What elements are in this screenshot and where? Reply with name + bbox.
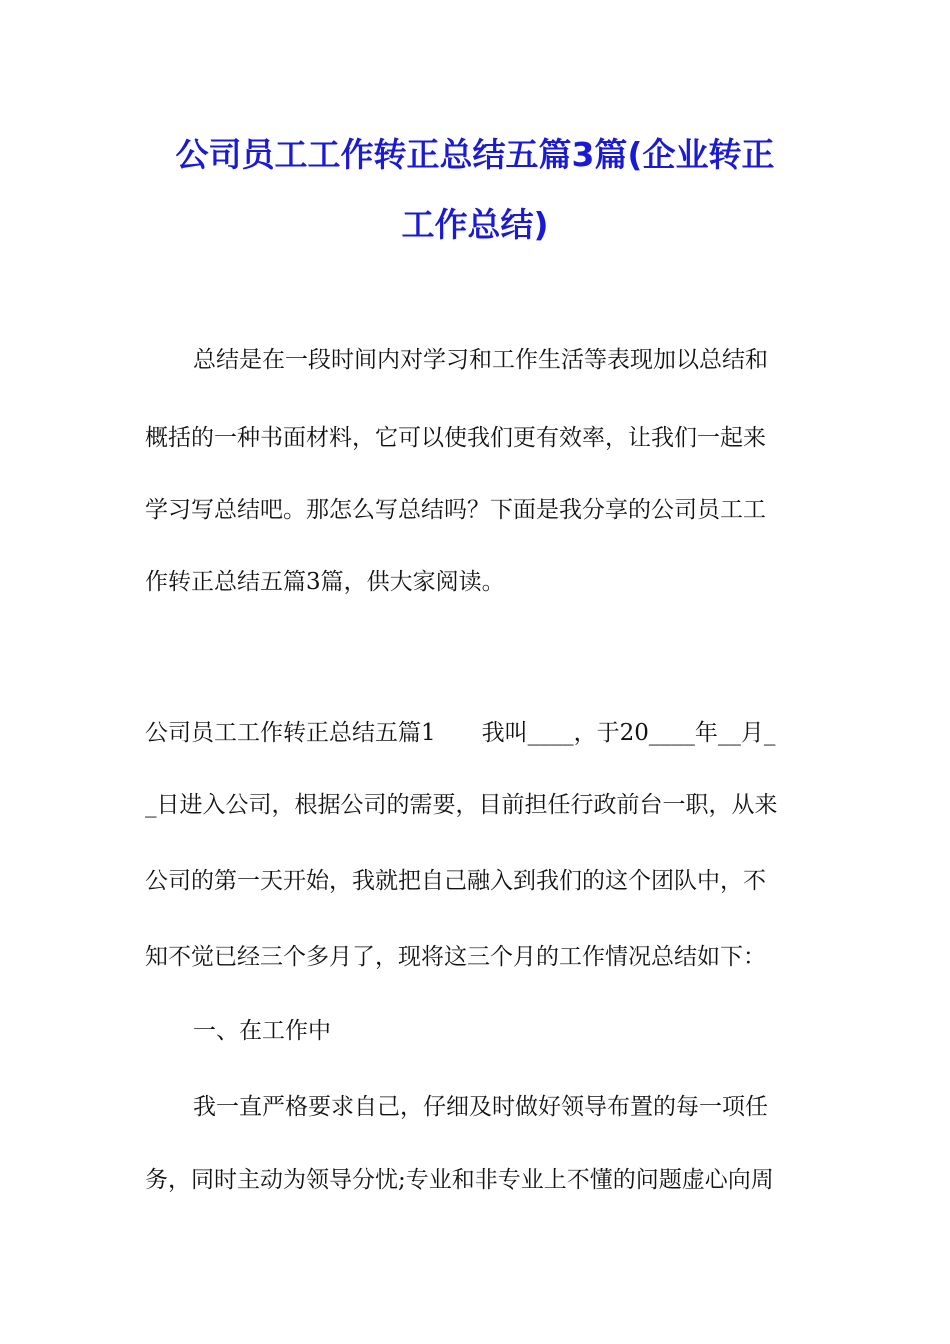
intro-line: 概括的一种书面材料，它可以使我们更有效率，让我们一起来: [145, 425, 766, 451]
intro-line: 总结是在一段时间内对学习和工作生活等表现加以总结和: [193, 347, 768, 373]
section-line: _日进入公司，根据公司的需要，目前担任行政前台一职，从来: [145, 792, 778, 818]
section-line: 公司的第一天开始，我就把自己融入到我们的这个团队中，不: [145, 868, 766, 894]
paragraph-line: 我一直严格要求自己，仔细及时做好领导布置的每一项任: [193, 1094, 768, 1120]
document-title-line-2: 工作总结): [401, 205, 549, 244]
intro-line: 作转正总结五篇3篇，供大家阅读。: [145, 569, 505, 595]
paragraph-line: 务，同时主动为领导分忧;专业和非专业上不懂的问题虚心向周: [145, 1167, 774, 1193]
section-line: 知不觉已经三个多月了，现将这三个月的工作情况总结如下：: [145, 944, 766, 970]
section-heading: 一、在工作中: [193, 1018, 331, 1044]
section-line: 公司员工工作转正总结五篇1 我叫____，于20____年__月_: [145, 720, 776, 746]
document-title-line-1: 公司员工工作转正总结五篇3篇(企业转正: [175, 135, 775, 174]
intro-line: 学习写总结吧。那怎么写总结吗？下面是我分享的公司员工工: [145, 497, 766, 523]
